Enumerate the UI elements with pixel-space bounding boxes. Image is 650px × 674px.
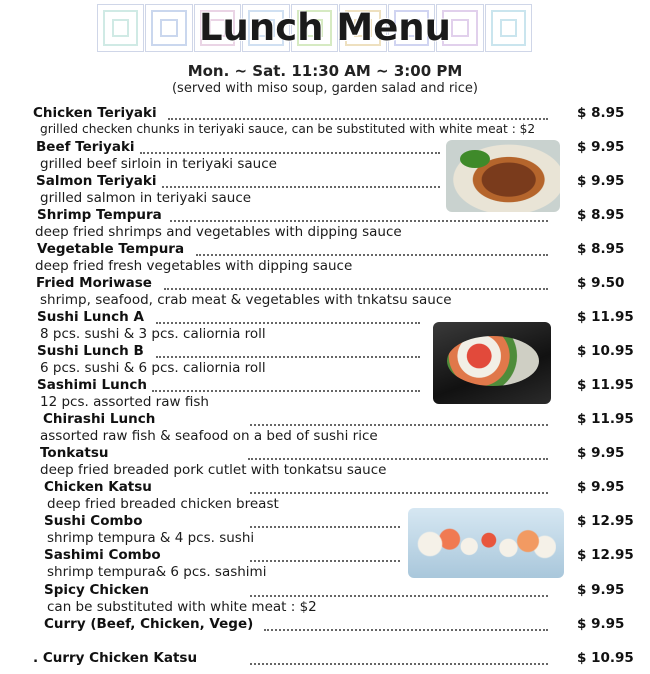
page-title: Lunch Menu xyxy=(198,6,451,49)
dot-leader xyxy=(250,595,548,597)
dot-leader xyxy=(170,220,548,222)
menu-item-name: Chirashi Lunch xyxy=(43,411,156,427)
menu-item-name: Tonkatsu xyxy=(40,445,109,461)
menu-item-name: . Curry Chicken Katsu xyxy=(33,650,198,666)
dot-leader xyxy=(250,492,548,494)
menu-item-price: $ 8.95 xyxy=(577,207,625,223)
menu-item-price: $ 8.95 xyxy=(577,241,625,257)
menu-item-name: Chicken Katsu xyxy=(44,479,152,495)
dot-leader xyxy=(140,152,440,154)
menu-item-price: $ 10.95 xyxy=(577,343,634,359)
menu-item-price: $ 12.95 xyxy=(577,513,634,529)
menu-item-price: $ 9.95 xyxy=(577,445,625,461)
dot-leader xyxy=(250,663,548,665)
menu-item-price: $ 8.95 xyxy=(577,105,625,121)
menu-item-price: $ 9.50 xyxy=(577,275,625,291)
beef-teriyaki-photo xyxy=(446,140,560,212)
dot-leader xyxy=(156,322,420,324)
menu-item-price: $ 9.95 xyxy=(577,616,625,632)
menu-item-price: $ 9.95 xyxy=(577,582,625,598)
menu-item-name: Fried Moriwase xyxy=(36,275,152,291)
menu-item-price: $ 11.95 xyxy=(577,377,634,393)
dot-leader xyxy=(248,458,548,460)
menu-item-name: Spicy Chicken xyxy=(44,582,150,598)
menu-item-description: deep fried breaded pork cutlet with tonkatsu sauce xyxy=(40,462,387,478)
menu-item-description: grilled beef sirloin in teriyaki sauce xyxy=(40,156,277,172)
menu-item-name: Beef Teriyaki xyxy=(36,139,135,155)
menu-item-description: 12 pcs. assorted raw fish xyxy=(40,394,209,410)
served-with-text: (served with miso soup, garden salad and rice) xyxy=(171,81,478,96)
menu-item-description: can be substituted with white meat : $2 xyxy=(47,599,317,615)
menu-item-price: $ 11.95 xyxy=(577,411,634,427)
hours-text: Mon. ~ Sat. 11:30 AM ~ 3:00 PM xyxy=(187,62,463,80)
menu-item-price: $ 9.95 xyxy=(577,139,625,155)
menu-item-description: 8 pcs. sushi & 3 pcs. caliornia roll xyxy=(40,326,266,342)
menu-item-name: Sushi Lunch B xyxy=(37,343,144,359)
dot-leader xyxy=(196,254,548,256)
dot-leader xyxy=(164,288,548,290)
dot-leader xyxy=(162,186,440,188)
menu-item-price: $ 9.95 xyxy=(577,173,625,189)
menu-item-description: assorted raw fish & seafood on a bed of sushi rice xyxy=(40,428,378,444)
menu-item-name: Sushi Combo xyxy=(44,513,143,529)
dot-leader xyxy=(250,424,548,426)
menu-item-description: 6 pcs. sushi & 6 pcs. caliornia roll xyxy=(40,360,266,376)
sushi-plate-photo xyxy=(433,322,551,404)
menu-item-description: shrimp tempura& 6 pcs. sashimi xyxy=(47,564,267,580)
menu-item-name: Salmon Teriyaki xyxy=(36,173,157,189)
menu-item-name: Sushi Lunch A xyxy=(37,309,144,325)
dot-leader xyxy=(156,356,420,358)
dot-leader xyxy=(168,118,548,120)
dot-leader xyxy=(250,526,400,528)
menu-item-description: shrimp tempura & 4 pcs. sushi xyxy=(47,530,255,546)
menu-item-name: Chicken Teriyaki xyxy=(33,105,157,121)
menu-item-name: Vegetable Tempura xyxy=(37,241,185,257)
menu-item-description: deep fried breaded chicken breast xyxy=(47,496,279,512)
menu-item-name: Shrimp Tempura xyxy=(37,207,162,223)
dot-leader xyxy=(250,560,400,562)
menu-item-name: Sashimi Lunch xyxy=(37,377,147,393)
menu-item-description: deep fried fresh vegetables with dipping sauce xyxy=(35,258,353,274)
menu-item-description: grilled checken chunks in teriyaki sauce, can be substituted with white meat : $2 xyxy=(40,122,536,136)
menu-item-price: $ 10.95 xyxy=(577,650,634,666)
dot-leader xyxy=(152,390,420,392)
menu-item-price: $ 9.95 xyxy=(577,479,625,495)
dot-leader xyxy=(264,629,548,631)
sushi-combo-photo xyxy=(408,508,564,578)
menu-item-description: deep fried shrimps and vegetables with dipping sauce xyxy=(35,224,402,240)
menu-item-price: $ 12.95 xyxy=(577,547,634,563)
menu-item-price: $ 11.95 xyxy=(577,309,634,325)
menu-item-description: grilled salmon in teriyaki sauce xyxy=(40,190,252,206)
menu-item-name: Sashimi Combo xyxy=(44,547,161,563)
menu-item-description: shrimp, seafood, crab meat & vegetables with tnkatsu sauce xyxy=(40,292,452,308)
menu-item-name: Curry (Beef, Chicken, Vege) xyxy=(44,616,254,632)
